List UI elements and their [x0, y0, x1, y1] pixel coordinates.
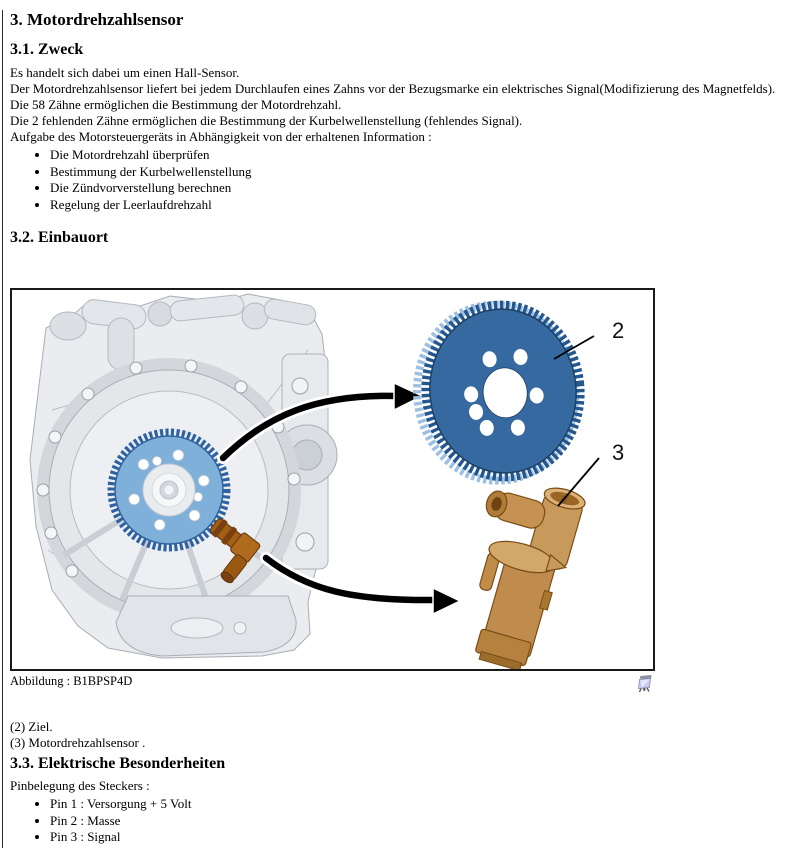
list-item: • Pin 1 : Versorgung + 5 Volt — [50, 796, 795, 813]
zweck-paragraph — [10, 65, 795, 145]
body-line: Aufgabe des Motorsteuergeräts in Abhängigkeit von der erhaltenen Information : — [10, 129, 432, 144]
body-line: Der Motordrehzahlsensor liefert bei jedem Durchlaufen eines Zahns vor der Bezugsmarke ein elektrisches Signal(Modifizierung des Magnetfelds). — [10, 81, 776, 96]
label-sensor: 3 — [612, 440, 625, 465]
list-item: • Pin 3 : Signal — [50, 829, 795, 846]
legend-item: (3) Motordrehzahlsensor . — [10, 735, 146, 750]
legend-item: (2) Ziel. — [10, 719, 53, 734]
figure-einbauort — [10, 288, 655, 671]
list-item: • Regelung der Leerlaufdrehzahl — [50, 197, 795, 214]
section-heading-elektrisch: 3.3. Elektrische Besonderheiten — [10, 755, 226, 772]
sensor-detail — [445, 469, 588, 669]
engine-location-illustration — [12, 290, 653, 669]
section-heading-zweck: 3.1. Zweck — [10, 41, 84, 58]
zweck-task-list — [10, 147, 795, 213]
figure-caption: Abbildung : B1BPSP4D — [10, 674, 133, 688]
target-wheel-detail — [408, 296, 589, 488]
pin-list — [10, 796, 795, 846]
pin-intro: Pinbelegung des Steckers : — [10, 778, 150, 793]
label-target-wheel: 2 — [612, 318, 625, 343]
list-item: • Pin 2 : Masse — [50, 813, 795, 830]
body-line: Die 58 Zähne ermöglichen die Bestimmung der Motordrehzahl. — [10, 97, 342, 112]
body-line: Die 2 fehlenden Zähne ermöglichen die Bestimmung der Kurbelwellenstellung (fehlendes Signal). — [10, 113, 523, 128]
figure-legend — [10, 719, 795, 751]
page-left-border — [2, 10, 3, 848]
projection-screen-icon[interactable] — [637, 675, 653, 698]
body-line: Es handelt sich dabei um einen Hall-Sensor. — [10, 65, 240, 80]
section-heading-einbauort: 3.2. Einbauort — [10, 229, 109, 246]
document-page — [0, 10, 798, 846]
list-item: • Die Zündvorverstellung berechnen — [50, 180, 795, 197]
list-item: • Die Motordrehzahl überprüfen — [50, 147, 795, 164]
figure-caption-row — [10, 674, 655, 698]
page-title: 3. Motordrehzahlsensor — [10, 10, 184, 29]
list-item: • Bestimmung der Kurbelwellenstellung — [50, 164, 795, 181]
